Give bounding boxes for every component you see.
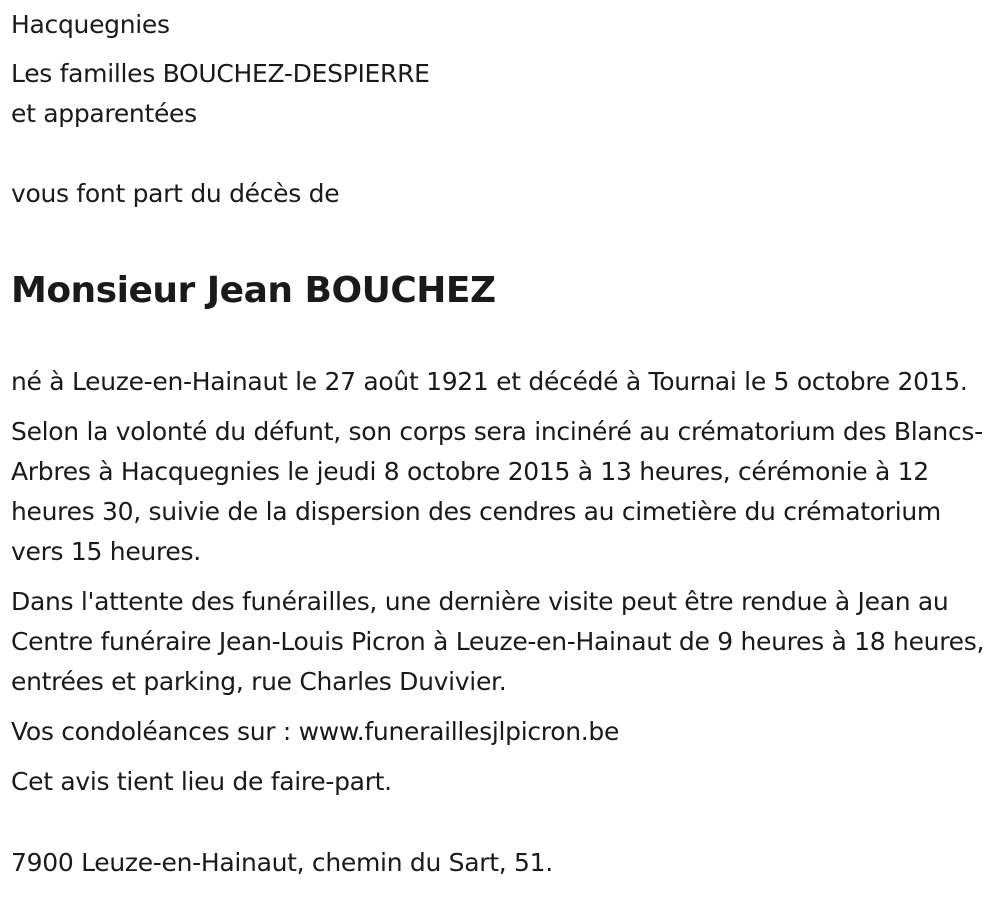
families-line-1: Les familles BOUCHEZ-DESPIERRE — [11, 59, 430, 88]
notice-text: Cet avis tient lieu de faire-part. — [11, 767, 392, 796]
visit-paragraph: Dans l'attente des funérailles, une dernière visite peut être rendue à Jean au Centre funéraire Jean-Louis Picron à Leuze-en-Hainaut de 9 heures à 18 heures, entrées et parking, rue Charles Duvivier. — [11, 587, 985, 696]
deceased-name: Monsieur Jean BOUCHEZ — [11, 270, 496, 311]
birth-death-paragraph: né à Leuze-en-Hainaut le 27 août 1921 et décédé à Tournai le 5 octobre 2015. — [11, 367, 968, 396]
obituary-notice — [11, 0, 991, 883]
condolences-text: Vos condoléances sur : www.funeraillesjlpicron.be — [11, 717, 620, 746]
address-text: 7900 Leuze-en-Hainaut, chemin du Sart, 51. — [11, 848, 553, 877]
announcement-text: vous font part du décès de — [11, 179, 340, 208]
cremation-paragraph: Selon la volonté du défunt, son corps sera incinéré au crématorium des Blancs-Arbres à Hacquegnies le jeudi 8 octobre 2015 à 13 heures, cérémonie à 12 heures 30, suivie de la dispersion des cendres au cimetière du crématorium vers 15 heures. — [11, 417, 983, 566]
location-text: Hacquegnies — [11, 10, 170, 39]
families-line-2: et apparentées — [11, 99, 197, 128]
